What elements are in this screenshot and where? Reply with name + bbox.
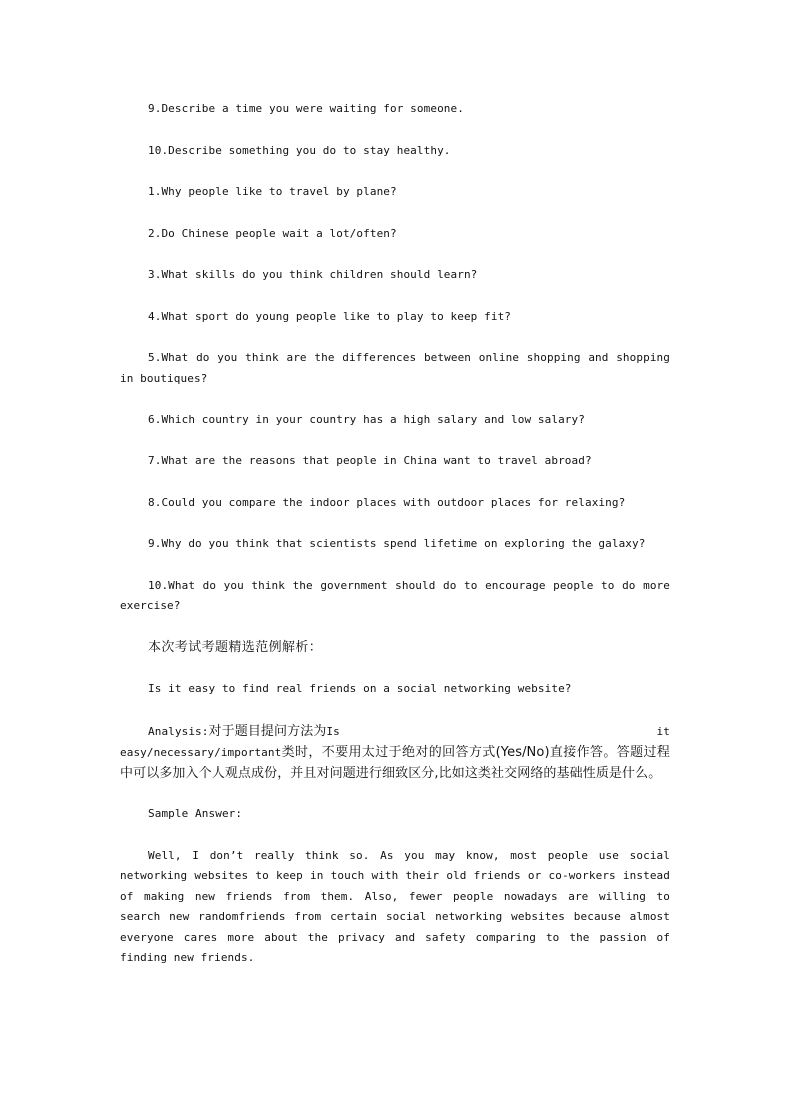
analysis-label: Analysis:	[148, 724, 209, 738]
section-heading: 本次考试考题精选范例解析：	[148, 640, 323, 655]
analysis-is: Is	[326, 724, 340, 738]
analysis-easy-words: easy/necessary/important	[120, 745, 282, 759]
question-item: 3.What skills do you think children should learn?	[148, 268, 478, 281]
analysis-text-2: 类时，不要用太过于绝对的回答方式(Yes/No)直接作答。答题过程中可以多加入个人观点成份，并且对问题进行细致区分,比如这类社交网络的基础性质是什么。	[120, 744, 670, 781]
question-item: 6.Which country in your country has a high salary and low salary?	[148, 412, 585, 426]
topic-item: 9.Describe a time you were waiting for someone.	[148, 102, 464, 115]
question-item: 8.Could you compare the indoor places with outdoor places for relaxing?	[148, 495, 626, 509]
analysis-text-1: 对于题目提问方法为	[208, 723, 327, 739]
sample-answer-text: Well, I don’t really think so. As you may know, most people use social networking websites to keep in touch with their old friends or co-workers instead of making new friends from them. Also, fewer people nowadays are willing to search new randomfriends from certain social networking websites because almost everyone cares more about the privacy and safety comparing to the passion of finding new friends.	[120, 848, 670, 964]
question-item: 9.Why do you think that scientists spend lifetime on exploring the galaxy?	[148, 537, 646, 550]
question-item: 1.Why people like to travel by plane?	[148, 185, 397, 198]
document-body	[120, 99, 670, 989]
question-item: 7.What are the reasons that people in China want to travel abroad?	[148, 454, 592, 467]
question-item: 2.Do Chinese people wait a lot/often?	[148, 226, 397, 240]
question-item: 4.What sport do young people like to play to keep fit?	[148, 309, 512, 323]
sample-question: Is it easy to find real friends on a social networking website?	[148, 682, 572, 695]
question-item: 10.What do you think the government should do to encourage people to do more exercise?	[120, 578, 670, 612]
sample-answer-label: Sample Answer:	[148, 807, 243, 820]
topic-item: 10.Describe something you do to stay healthy.	[148, 143, 451, 157]
question-item: 5.What do you think are the differences between online shopping and shopping in boutiques?	[120, 351, 670, 385]
analysis-paragraph	[120, 721, 670, 784]
analysis-it: it	[656, 724, 670, 738]
